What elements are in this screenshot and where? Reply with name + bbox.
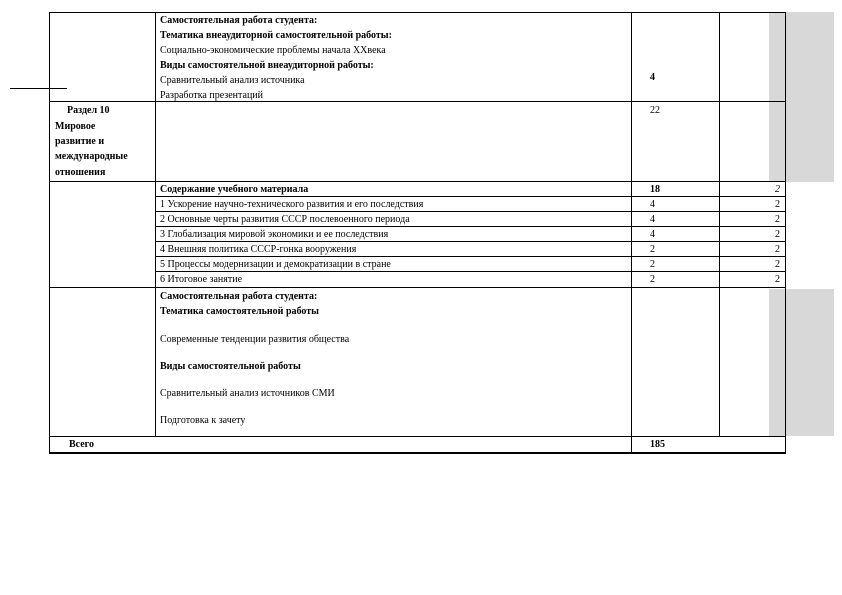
section-name-line-2: развитие и — [55, 136, 105, 147]
rule-after-block-top — [49, 101, 786, 102]
rule-after-content — [49, 287, 786, 288]
block-top-title: Самостоятельная работа студента: — [160, 15, 318, 26]
rule-row-1 — [155, 211, 786, 212]
block-bottom-type-1: Сравнительный анализ источников СМИ — [160, 388, 335, 399]
rule-bottom — [49, 452, 786, 454]
content-row-6-hours: 2 — [650, 274, 655, 285]
rule-after-content-heading — [155, 196, 786, 197]
content-row-4-text: 4 Внешняя политика СССР-гонка вооружения — [160, 244, 357, 255]
content-row-1-level: 2 — [775, 199, 780, 210]
content-row-3-text: 3 Глобализация мировой экономики и ее последствия — [160, 229, 389, 240]
section-hours: 22 — [650, 105, 660, 116]
shade-cell-top — [769, 12, 834, 182]
content-row-5-hours: 2 — [650, 259, 655, 270]
block-top-topic-heading: Тематика внеаудиторной самостоятельной работы: — [160, 30, 392, 41]
block-top-type-1: Сравнительный анализ источника — [160, 75, 305, 86]
block-bottom-title: Самостоятельная работа студента: — [160, 291, 318, 302]
rule-col-1 — [155, 12, 156, 436]
content-row-6-text: 6 Итоговое занятие — [160, 274, 243, 285]
rule-col-2 — [631, 12, 632, 454]
block-top-hours: 4 — [650, 72, 655, 83]
block-top-topic: Социально-экономические проблемы начала XXвека — [160, 45, 386, 56]
rule-left — [49, 12, 50, 454]
content-row-1-hours: 4 — [650, 199, 655, 210]
block-bottom-topic-heading: Тематика самостоятельной работы — [160, 306, 319, 317]
rule-row-5 — [155, 271, 786, 272]
content-row-5-level: 2 — [775, 259, 780, 270]
content-row-6-level: 2 — [775, 274, 780, 285]
section-name-line-3: международные — [55, 151, 128, 162]
content-row-1-text: 1 Ускорение научно-технического развития и его последствия — [160, 199, 424, 210]
content-hours: 18 — [650, 184, 660, 195]
shade-cell-bottom — [769, 289, 834, 436]
rule-row-3 — [155, 241, 786, 242]
section-name-line-4: отношения — [55, 167, 106, 178]
content-level: 2 — [775, 184, 780, 195]
content-row-3-level: 2 — [775, 229, 780, 240]
block-bottom-types-heading: Виды самостоятельной работы — [160, 361, 301, 372]
block-bottom-topic: Современные тенденции развития общества — [160, 334, 350, 345]
rule-row-4 — [155, 256, 786, 257]
content-row-4-level: 2 — [775, 244, 780, 255]
total-hours: 185 — [650, 439, 665, 450]
section-name-line-1: Мировое — [55, 121, 96, 132]
rule-after-section — [49, 181, 786, 182]
rule-row-2 — [155, 226, 786, 227]
rule-top — [49, 12, 786, 13]
total-label: Всего — [69, 439, 94, 450]
section-number: Раздел 10 — [67, 105, 110, 116]
content-heading: Содержание учебного материала — [160, 184, 309, 195]
content-row-2-text: 2 Основные черты развития СССР послевоенного периода — [160, 214, 410, 225]
content-row-3-hours: 4 — [650, 229, 655, 240]
block-bottom-type-2: Подготовка к зачету — [160, 415, 246, 426]
block-top-type-2: Разработка презентаций — [160, 90, 263, 101]
content-row-2-level: 2 — [775, 214, 780, 225]
content-row-2-hours: 4 — [650, 214, 655, 225]
curriculum-table — [49, 12, 786, 454]
block-top-types-heading: Виды самостоятельной внеаудиторной работы: — [160, 60, 374, 71]
content-row-4-hours: 2 — [650, 244, 655, 255]
rule-before-total — [49, 436, 786, 437]
content-row-5-text: 5 Процессы модернизации и демократизации в стране — [160, 259, 391, 270]
